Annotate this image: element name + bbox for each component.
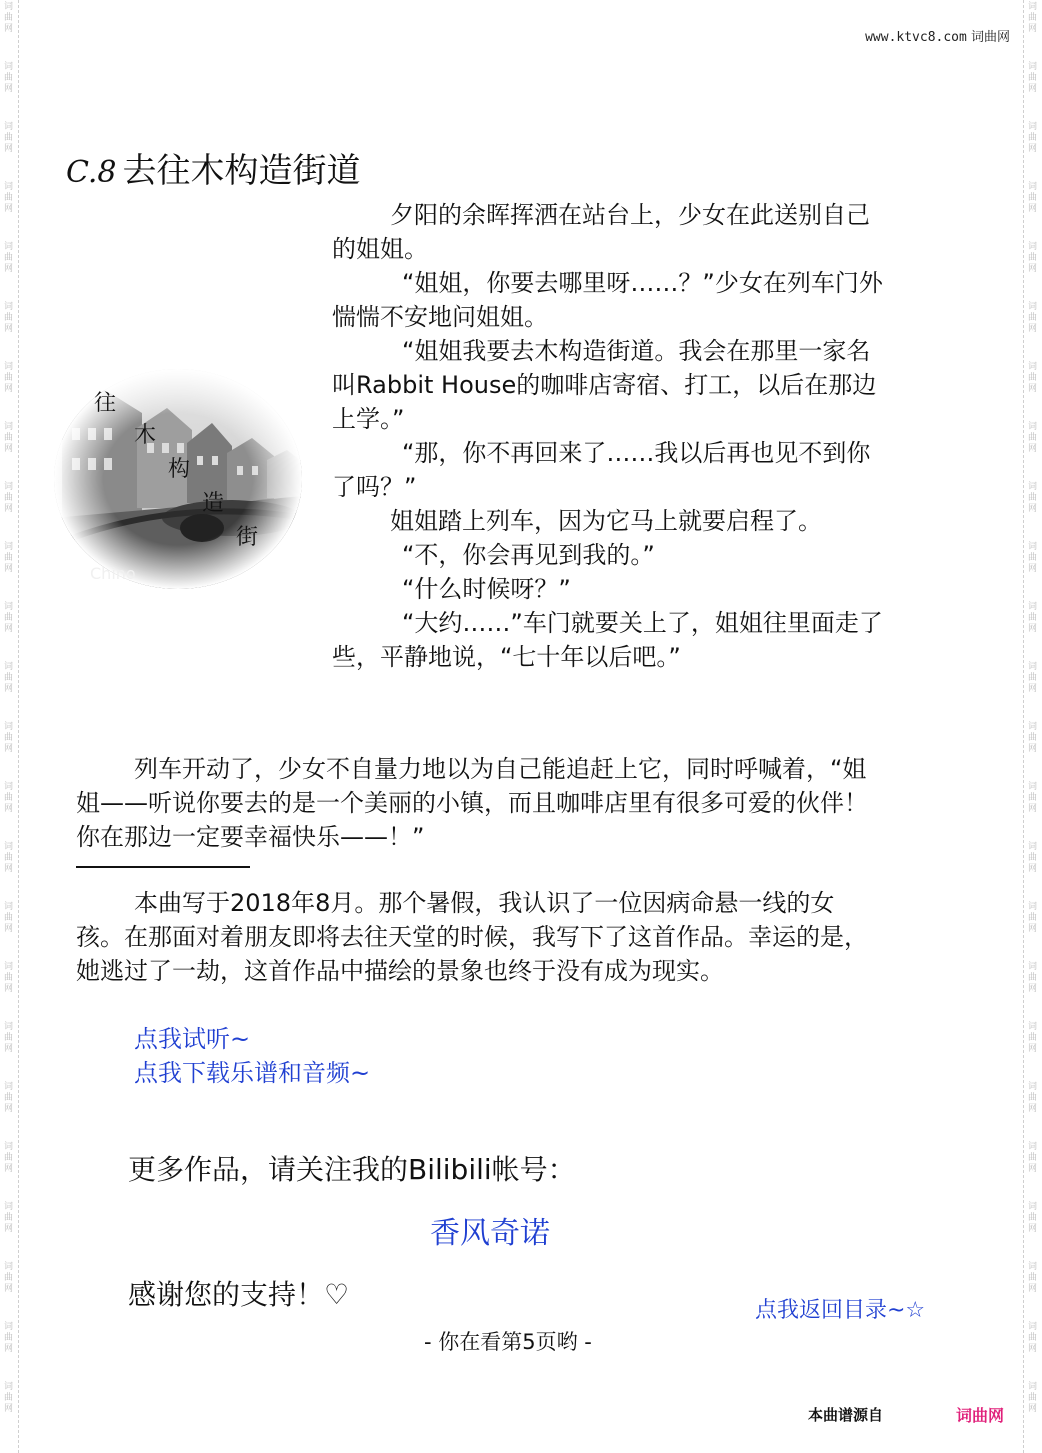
- watermark-glyph: 网: [4, 384, 14, 394]
- watermark-glyph: 曲: [1028, 1033, 1038, 1043]
- watermark-glyph: 网: [1028, 1344, 1038, 1354]
- watermark-glyph: 词: [4, 542, 14, 552]
- watermark-glyph: 曲: [1028, 1273, 1038, 1283]
- watermark-glyph: 词: [4, 662, 14, 672]
- watermark-glyph: 曲: [1028, 1153, 1038, 1163]
- watermark-glyph: 词: [1028, 1202, 1038, 1212]
- watermark-glyph: 曲: [1028, 313, 1038, 323]
- watermark-glyph: 网: [1028, 1284, 1038, 1294]
- watermark-glyph: 曲: [1028, 1213, 1038, 1223]
- watermark-glyph: 网: [1028, 384, 1038, 394]
- watermark-glyph: 曲: [4, 1333, 14, 1343]
- watermark-stack: [1028, 302, 1038, 335]
- watermark-glyph: 词: [4, 1262, 14, 1272]
- watermark-glyph: 网: [4, 504, 14, 514]
- watermark-glyph: 词: [4, 362, 14, 372]
- watermark-glyph: 曲: [1028, 493, 1038, 503]
- watermark-glyph: 网: [4, 1404, 14, 1414]
- watermark-stack: [1028, 242, 1038, 275]
- site-name: 词曲网: [970, 30, 1010, 45]
- page-indicator: - 你在看第5页哟 -: [424, 1330, 592, 1354]
- watermark-glyph: 网: [4, 984, 14, 994]
- illustration-label: 街: [236, 525, 259, 550]
- watermark-stack: [1028, 1382, 1038, 1415]
- story-text: [332, 198, 892, 674]
- watermark-glyph: 词: [1028, 482, 1038, 492]
- watermark-glyph: 网: [1028, 864, 1038, 874]
- watermark-glyph: 网: [4, 744, 14, 754]
- watermark-glyph: 曲: [1028, 1393, 1038, 1403]
- watermark-stack: [4, 1142, 14, 1175]
- watermark-glyph: 曲: [1028, 853, 1038, 863]
- story-paragraph: “不，你会再见到我的。”: [402, 541, 655, 569]
- watermark-stack: [1028, 602, 1038, 635]
- watermark-glyph: 曲: [1028, 73, 1038, 83]
- watermark-glyph: 网: [4, 1164, 14, 1174]
- watermark-stack: [1028, 902, 1038, 935]
- watermark-glyph: 曲: [4, 553, 14, 563]
- chapter-title: [66, 143, 361, 192]
- watermark-stack: [1028, 62, 1038, 95]
- watermark-glyph: 网: [1028, 684, 1038, 694]
- watermark-glyph: 词: [1028, 1142, 1038, 1152]
- watermark-stack: [4, 902, 14, 935]
- watermark-glyph: 曲: [4, 253, 14, 263]
- left-watermark-strip: [0, 0, 19, 1453]
- watermark-stack: [4, 662, 14, 695]
- watermark-glyph: 曲: [1028, 733, 1038, 743]
- watermark-stack: [1028, 1142, 1038, 1175]
- watermark-stack: [4, 962, 14, 995]
- watermark-stack: [4, 182, 14, 215]
- follow-prompt: 更多作品，请关注我的Bilibili帐号：: [128, 1153, 576, 1186]
- watermark-stack: [1028, 962, 1038, 995]
- watermark-glyph: 曲: [4, 433, 14, 443]
- watermark-glyph: 词: [4, 482, 14, 492]
- watermark-glyph: 词: [1028, 1082, 1038, 1092]
- story-paragraph: “那，你不再回来了……我以后再也见不到你了吗？”: [332, 439, 871, 501]
- watermark-glyph: 网: [1028, 504, 1038, 514]
- thanks-text: 感谢您的支持！♡: [128, 1278, 350, 1311]
- watermark-glyph: 网: [1028, 984, 1038, 994]
- watermark-glyph: 曲: [4, 853, 14, 863]
- site-header: [865, 26, 1010, 45]
- watermark-stack: [4, 1322, 14, 1355]
- watermark-glyph: 网: [1028, 264, 1038, 274]
- watermark-glyph: 词: [1028, 962, 1038, 972]
- story-paragraph: 夕阳的余晖挥洒在站台上，少女在此送别自己的姐姐。: [332, 201, 870, 263]
- watermark-glyph: 曲: [4, 1393, 14, 1403]
- chapter-number: C.8: [66, 155, 117, 190]
- watermark-glyph: 网: [4, 624, 14, 634]
- watermark-stack: [4, 62, 14, 95]
- watermark-glyph: 词: [4, 842, 14, 852]
- watermark-stack: [4, 482, 14, 515]
- watermark-glyph: 词: [4, 422, 14, 432]
- watermark-glyph: 词: [4, 2, 14, 12]
- watermark-glyph: 网: [1028, 144, 1038, 154]
- story-paragraph: 列车开动了，少女不自量力地以为自己能追赶上它，同时呼喊着，“姐姐——听说你要去的是一个美丽的小镇，而且咖啡店里有很多可爱的伙伴！你在那边一定要幸福快乐——！”: [76, 755, 868, 851]
- illustration-signature: Chino: [90, 564, 136, 583]
- watermark-glyph: 曲: [1028, 433, 1038, 443]
- right-watermark-strip: [1023, 0, 1042, 1453]
- watermark-glyph: 词: [1028, 1022, 1038, 1032]
- watermark-stack: [1028, 782, 1038, 815]
- footer-brand[interactable]: 词曲网: [956, 1406, 1005, 1425]
- watermark-stack: [4, 782, 14, 815]
- watermark-glyph: 词: [1028, 302, 1038, 312]
- watermark-glyph: 曲: [4, 973, 14, 983]
- watermark-glyph: 曲: [4, 313, 14, 323]
- watermark-glyph: 网: [4, 204, 14, 214]
- watermark-stack: [4, 122, 14, 155]
- story-continuation: [76, 752, 876, 854]
- watermark-glyph: 曲: [1028, 553, 1038, 563]
- watermark-stack: [4, 1382, 14, 1415]
- watermark-glyph: 网: [1028, 1044, 1038, 1054]
- watermark-glyph: 词: [4, 1022, 14, 1032]
- watermark-glyph: 曲: [1028, 613, 1038, 623]
- watermark-stack: [1028, 1202, 1038, 1235]
- watermark-stack: [4, 302, 14, 335]
- watermark-glyph: 网: [1028, 1404, 1038, 1414]
- watermark-stack: [1028, 1322, 1038, 1355]
- story-paragraph: 姐姐踏上列车，因为它马上就要启程了。: [390, 507, 822, 535]
- watermark-glyph: 网: [1028, 1164, 1038, 1174]
- section-divider: [76, 866, 250, 868]
- watermark-stack: [4, 362, 14, 395]
- watermark-glyph: 网: [1028, 84, 1038, 94]
- watermark-glyph: 词: [4, 962, 14, 972]
- watermark-glyph: 网: [1028, 564, 1038, 574]
- illustration-label: 造: [202, 491, 225, 516]
- watermark-glyph: 网: [4, 864, 14, 874]
- watermark-glyph: 网: [4, 1224, 14, 1234]
- watermark-glyph: 词: [4, 1382, 14, 1392]
- watermark-glyph: 网: [4, 1344, 14, 1354]
- watermark-stack: [4, 1082, 14, 1115]
- watermark-glyph: 曲: [1028, 973, 1038, 983]
- watermark-glyph: 词: [4, 1082, 14, 1092]
- watermark-stack: [4, 602, 14, 635]
- watermark-glyph: 词: [4, 242, 14, 252]
- watermark-glyph: 词: [1028, 242, 1038, 252]
- story-paragraph: “姐姐我要去木构造街道。我会在那里一家名叫Rabbit House的咖啡店寄宿、打工，以后在那边上学。”: [332, 337, 877, 433]
- watermark-glyph: 网: [4, 924, 14, 934]
- watermark-glyph: 词: [1028, 782, 1038, 792]
- watermark-glyph: 曲: [4, 1153, 14, 1163]
- watermark-glyph: 词: [1028, 2, 1038, 12]
- watermark-glyph: 词: [4, 62, 14, 72]
- watermark-stack: [1028, 422, 1038, 455]
- watermark-glyph: 网: [4, 24, 14, 34]
- watermark-glyph: 曲: [1028, 913, 1038, 923]
- watermark-glyph: 词: [1028, 602, 1038, 612]
- watermark-stack: [1028, 842, 1038, 875]
- watermark-glyph: 曲: [1028, 193, 1038, 203]
- town-illustration: [52, 368, 304, 590]
- watermark-glyph: 网: [4, 444, 14, 454]
- watermark-glyph: 曲: [4, 493, 14, 503]
- author-note: [76, 886, 876, 988]
- watermark-glyph: 曲: [4, 1093, 14, 1103]
- bilibili-account-link[interactable]: 香风奇诺: [430, 1216, 550, 1251]
- watermark-glyph: 词: [4, 1142, 14, 1152]
- watermark-glyph: 曲: [4, 13, 14, 23]
- watermark-glyph: 曲: [4, 73, 14, 83]
- watermark-glyph: 网: [4, 144, 14, 154]
- watermark-glyph: 曲: [4, 1273, 14, 1283]
- watermark-glyph: 曲: [1028, 793, 1038, 803]
- watermark-glyph: 词: [1028, 182, 1038, 192]
- watermark-glyph: 网: [4, 1104, 14, 1114]
- watermark-glyph: 词: [4, 902, 14, 912]
- watermark-glyph: 网: [4, 84, 14, 94]
- watermark-stack: [1028, 722, 1038, 755]
- watermark-glyph: 网: [4, 1044, 14, 1054]
- watermark-stack: [4, 422, 14, 455]
- watermark-stack: [1028, 662, 1038, 695]
- watermark-stack: [1028, 1022, 1038, 1055]
- watermark-stack: [4, 2, 14, 35]
- watermark-glyph: 曲: [1028, 133, 1038, 143]
- watermark-glyph: 曲: [1028, 1333, 1038, 1343]
- watermark-stack: [1028, 2, 1038, 35]
- watermark-glyph: 曲: [4, 673, 14, 683]
- footer-source-label: 本曲谱源自: [808, 1406, 884, 1424]
- watermark-glyph: 网: [1028, 444, 1038, 454]
- watermark-glyph: 词: [1028, 902, 1038, 912]
- watermark-glyph: 网: [1028, 924, 1038, 934]
- watermark-stack: [1028, 1262, 1038, 1295]
- watermark-glyph: 曲: [4, 1033, 14, 1043]
- watermark-glyph: 曲: [4, 733, 14, 743]
- watermark-glyph: 网: [1028, 744, 1038, 754]
- watermark-glyph: 词: [4, 722, 14, 732]
- watermark-glyph: 词: [4, 122, 14, 132]
- site-domain[interactable]: www.ktvc8.com: [865, 30, 967, 45]
- watermark-glyph: 网: [1028, 204, 1038, 214]
- watermark-glyph: 词: [1028, 842, 1038, 852]
- story-paragraph: “姐姐，你要去哪里呀……？”少女在列车门外惴惴不安地问姐姐。: [332, 269, 883, 331]
- watermark-glyph: 曲: [4, 133, 14, 143]
- author-note-text: 本曲写于2018年8月。那个暑假，我认识了一位因病命悬一线的女孩。在那面对着朋友即将去往天堂的时候，我写下了这首作品。幸运的是，她逃过了一劫，这首作品中描绘的景象也终于没有成为现实。: [76, 889, 868, 985]
- watermark-glyph: 曲: [1028, 13, 1038, 23]
- watermark-glyph: 词: [1028, 362, 1038, 372]
- watermark-stack: [4, 1262, 14, 1295]
- watermark-glyph: 网: [4, 264, 14, 274]
- illustration-label: 往: [94, 391, 117, 416]
- watermark-glyph: 网: [4, 804, 14, 814]
- chapter-title-text: 去往木构造街道: [122, 151, 361, 191]
- watermark-glyph: 曲: [1028, 673, 1038, 683]
- watermark-glyph: 曲: [4, 373, 14, 383]
- watermark-glyph: 曲: [4, 793, 14, 803]
- watermark-glyph: 网: [4, 684, 14, 694]
- watermark-glyph: 曲: [1028, 1093, 1038, 1103]
- watermark-glyph: 网: [1028, 804, 1038, 814]
- watermark-glyph: 曲: [1028, 253, 1038, 263]
- watermark-stack: [1028, 182, 1038, 215]
- watermark-stack: [4, 1022, 14, 1055]
- watermark-glyph: 词: [1028, 542, 1038, 552]
- story-paragraph: “大约……”车门就要关上了，姐姐往里面走了些，平静地说，“七十年以后吧。”: [332, 609, 883, 671]
- watermark-stack: [4, 1202, 14, 1235]
- watermark-stack: [4, 842, 14, 875]
- watermark-glyph: 网: [1028, 24, 1038, 34]
- back-to-index-link[interactable]: 点我返回目录~☆: [755, 1298, 926, 1323]
- watermark-stack: [1028, 1082, 1038, 1115]
- watermark-stack: [1028, 542, 1038, 575]
- watermark-stack: [1028, 122, 1038, 155]
- watermark-glyph: 网: [1028, 1224, 1038, 1234]
- watermark-glyph: 词: [1028, 722, 1038, 732]
- watermark-glyph: 词: [1028, 1262, 1038, 1272]
- watermark-glyph: 网: [1028, 1104, 1038, 1114]
- watermark-glyph: 词: [1028, 662, 1038, 672]
- illustration-label: 构: [168, 457, 191, 482]
- watermark-glyph: 曲: [4, 913, 14, 923]
- watermark-glyph: 曲: [4, 193, 14, 203]
- watermark-glyph: 词: [4, 1322, 14, 1332]
- watermark-stack: [1028, 362, 1038, 395]
- watermark-glyph: 曲: [4, 1213, 14, 1223]
- listen-link[interactable]: 点我试听~: [134, 1025, 251, 1053]
- watermark-glyph: 词: [1028, 1382, 1038, 1392]
- watermark-glyph: 词: [4, 782, 14, 792]
- watermark-glyph: 词: [4, 302, 14, 312]
- watermark-glyph: 词: [1028, 1322, 1038, 1332]
- watermark-glyph: 网: [4, 1284, 14, 1294]
- watermark-glyph: 曲: [1028, 373, 1038, 383]
- watermark-glyph: 网: [1028, 624, 1038, 634]
- watermark-glyph: 曲: [4, 613, 14, 623]
- watermark-glyph: 词: [4, 182, 14, 192]
- watermark-stack: [4, 242, 14, 275]
- watermark-stack: [1028, 482, 1038, 515]
- watermark-glyph: 网: [1028, 324, 1038, 334]
- watermark-glyph: 网: [4, 564, 14, 574]
- watermark-glyph: 网: [4, 324, 14, 334]
- story-paragraph: “什么时候呀？”: [402, 575, 571, 603]
- watermark-glyph: 词: [1028, 422, 1038, 432]
- illustration-label: 木: [134, 423, 157, 448]
- download-link[interactable]: 点我下载乐谱和音频~: [134, 1059, 371, 1087]
- links-block: [134, 1022, 370, 1090]
- watermark-glyph: 词: [4, 1202, 14, 1212]
- watermark-glyph: 词: [1028, 62, 1038, 72]
- watermark-glyph: 词: [4, 602, 14, 612]
- watermark-glyph: 词: [1028, 122, 1038, 132]
- watermark-stack: [4, 722, 14, 755]
- watermark-stack: [4, 542, 14, 575]
